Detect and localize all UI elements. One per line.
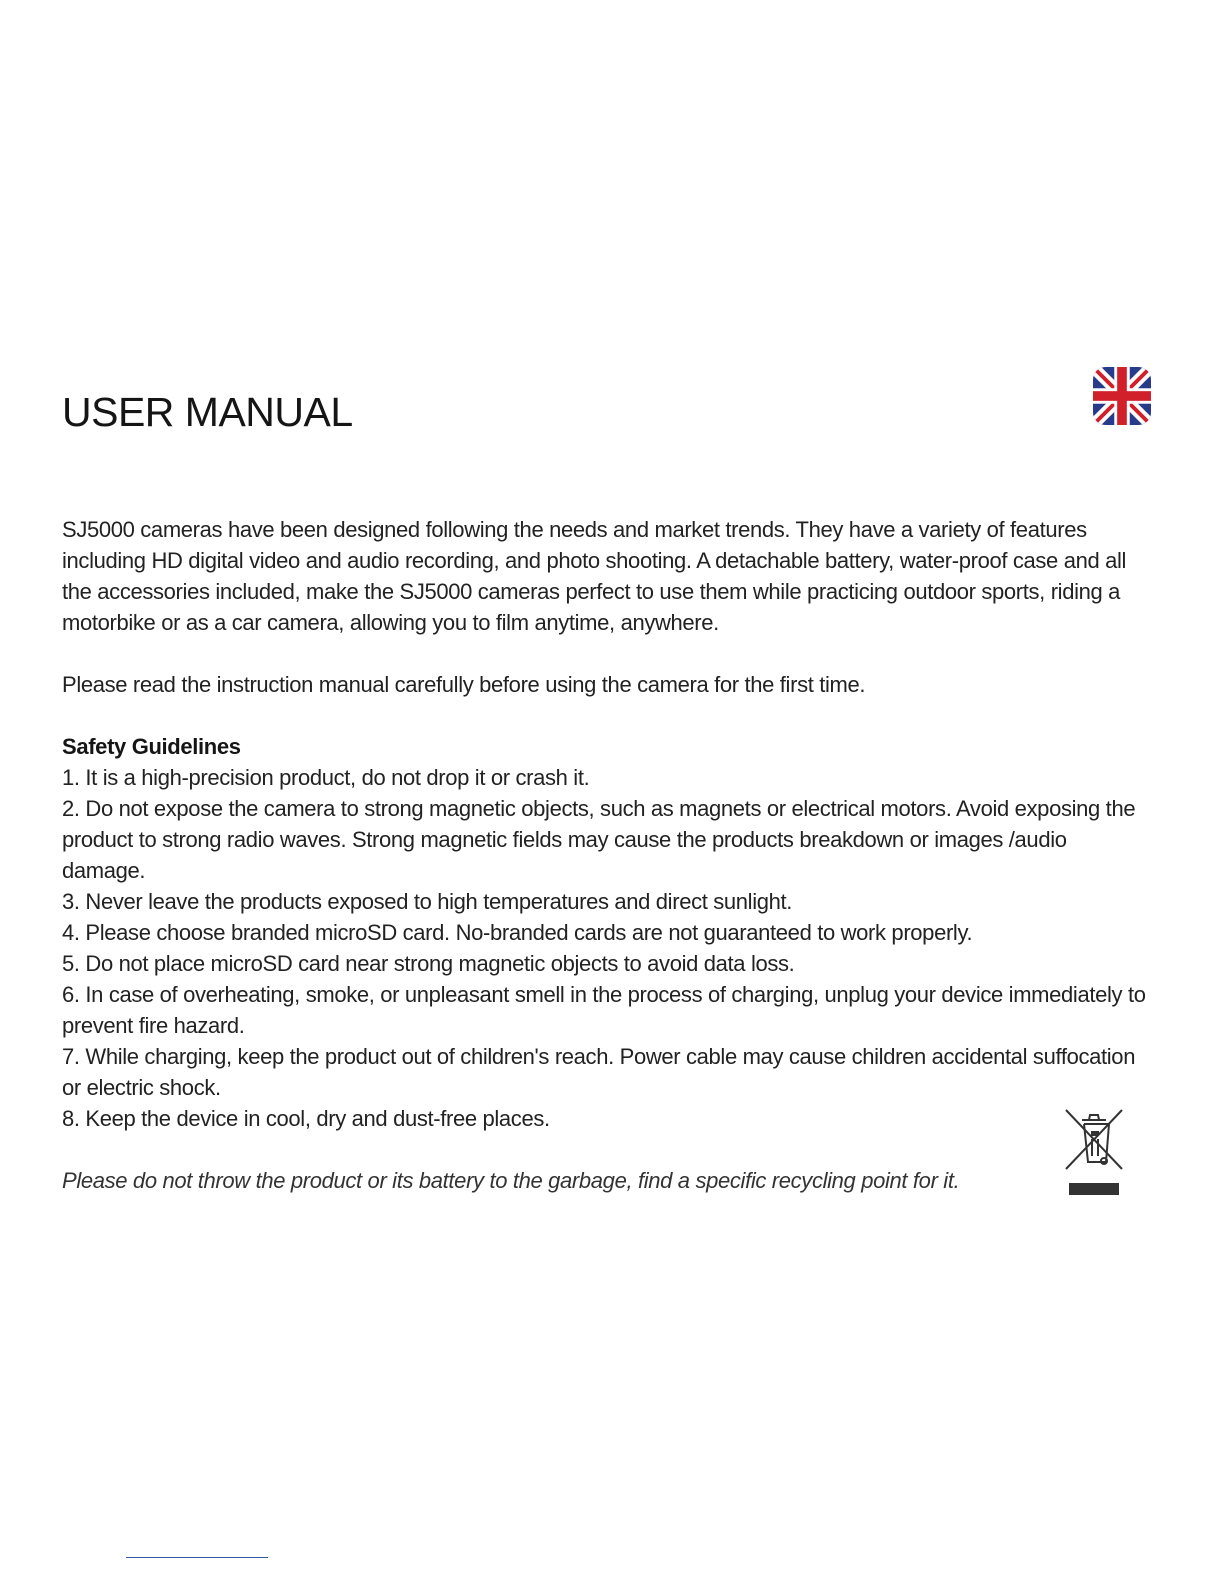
document-body xyxy=(62,514,1147,1196)
guideline-item: 8. Keep the device in cool, dry and dust-free places. xyxy=(62,1106,550,1131)
recycle-note: Please do not throw the product or its battery to the garbage, find a specific recycling point for it. xyxy=(62,1168,960,1193)
guideline-item: 6. In case of overheating, smoke, or unpleasant smell in the process of charging, unplug your device immediately to prevent fire hazard. xyxy=(62,982,1146,1038)
guideline-item: 4. Please choose branded microSD card. No-branded cards are not guaranteed to work properly. xyxy=(62,920,973,945)
footer-divider xyxy=(126,1557,268,1558)
uk-flag-icon xyxy=(1093,367,1151,425)
safety-heading: Safety Guidelines xyxy=(62,734,241,759)
guideline-item: 2. Do not expose the camera to strong magnetic objects, such as magnets or electrical motors. Avoid exposing the product to strong radio waves. Strong magnetic fields may cause the products breakdown or images /audio damage. xyxy=(62,796,1136,883)
guideline-item: 5. Do not place microSD card near strong magnetic objects to avoid data loss. xyxy=(62,951,795,976)
page-title: USER MANUAL xyxy=(62,389,353,435)
intro-paragraph: SJ5000 cameras have been designed following the needs and market trends. They have a variety of features including HD digital video and audio recording, and photo shooting. A detachable battery, water-proof case and all the accessories included, make the SJ5000 cameras perfect to use them while practicing outdoor sports, riding a motorbike or as a car camera, allowing you to film anytime, anywhere. xyxy=(62,517,1127,635)
guideline-item: 1. It is a high-precision product, do not drop it or crash it. xyxy=(62,765,590,790)
read-note: Please read the instruction manual carefully before using the camera for the first time. xyxy=(62,672,866,697)
crossed-out-wheelie-bin-icon xyxy=(1062,1106,1126,1196)
guideline-item: 7. While charging, keep the product out of children's reach. Power cable may cause children accidental suffocation or electric shock. xyxy=(62,1044,1136,1100)
safety-guidelines-list xyxy=(62,762,1147,1134)
guideline-item: 3. Never leave the products exposed to high temperatures and direct sunlight. xyxy=(62,889,793,914)
